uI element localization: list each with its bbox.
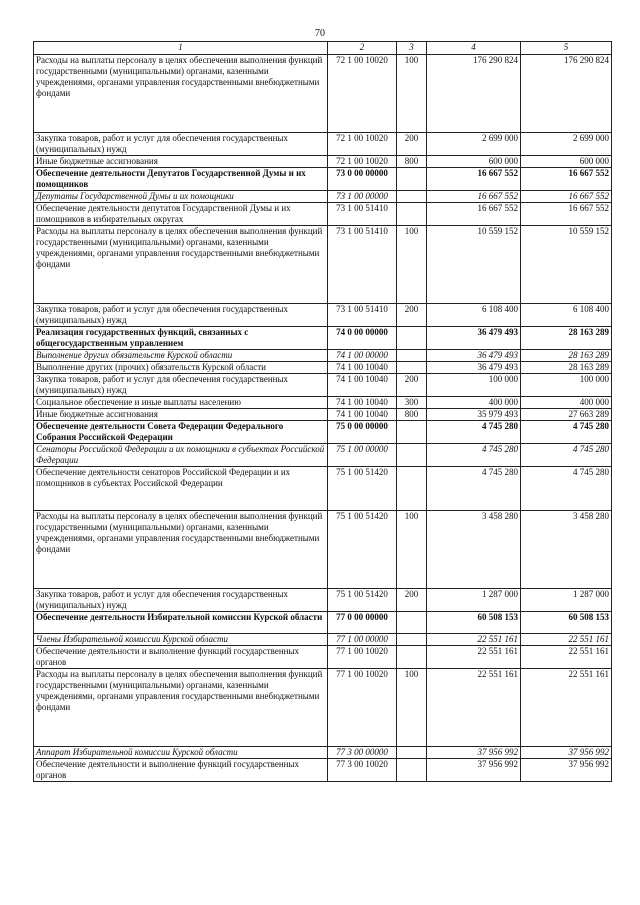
row-code-cell: 74 1 00 10040 bbox=[328, 362, 397, 374]
row-expense-type-cell: 800 bbox=[397, 156, 427, 168]
row-code-cell: 75 1 00 51420 bbox=[328, 589, 397, 612]
row-value-2020-cell: 28 163 289 bbox=[521, 362, 612, 374]
column-number-row bbox=[34, 42, 612, 55]
row-code-cell: 72 1 00 10020 bbox=[328, 156, 397, 168]
table-row bbox=[34, 362, 612, 374]
row-value-2019-cell: 35 979 493 bbox=[427, 409, 521, 421]
table-row bbox=[34, 203, 612, 226]
row-name-cell: Реализация государственных функций, связанных с общегосударственным управлением bbox=[34, 327, 328, 350]
row-value-2019-cell: 400 000 bbox=[427, 397, 521, 409]
row-code-cell: 74 1 00 10040 bbox=[328, 374, 397, 397]
row-name-cell: Обеспечение деятельности и выполнение функций государственных органов bbox=[34, 646, 328, 669]
row-code-cell: 73 1 00 00000 bbox=[328, 191, 397, 203]
row-expense-type-cell bbox=[397, 327, 427, 350]
row-code-cell: 75 0 00 00000 bbox=[328, 421, 397, 444]
row-expense-type-cell: 100 bbox=[397, 226, 427, 304]
table-row bbox=[34, 759, 612, 782]
row-value-2020-cell: 2 699 000 bbox=[521, 133, 612, 156]
row-value-2020-cell: 6 108 400 bbox=[521, 304, 612, 327]
row-code-cell: 77 1 00 10020 bbox=[328, 669, 397, 747]
row-expense-type-cell bbox=[397, 421, 427, 444]
row-value-2020-cell: 4 745 280 bbox=[521, 444, 612, 467]
row-expense-type-cell bbox=[397, 634, 427, 646]
table-row bbox=[34, 612, 612, 634]
table-row bbox=[34, 156, 612, 168]
table-body bbox=[34, 55, 612, 782]
row-name-cell: Иные бюджетные ассигнования bbox=[34, 409, 328, 421]
row-value-2020-cell: 176 290 824 bbox=[521, 55, 612, 133]
row-value-2020-cell: 22 551 161 bbox=[521, 669, 612, 747]
row-value-2019-cell: 4 745 280 bbox=[427, 467, 521, 511]
row-value-2020-cell: 600 000 bbox=[521, 156, 612, 168]
row-name-cell: Иные бюджетные ассигнования bbox=[34, 156, 328, 168]
row-name-cell: Закупка товаров, работ и услуг для обеспечения государственных (муниципальных) нужд bbox=[34, 589, 328, 612]
row-code-cell: 73 1 00 51410 bbox=[328, 226, 397, 304]
row-expense-type-cell bbox=[397, 646, 427, 669]
row-code-cell: 72 1 00 10020 bbox=[328, 55, 397, 133]
row-code-cell: 75 1 00 00000 bbox=[328, 444, 397, 467]
row-value-2020-cell: 16 667 552 bbox=[521, 168, 612, 191]
row-name-cell: Обеспечение деятельности Избирательной комиссии Курской области bbox=[34, 612, 328, 634]
row-name-cell: Закупка товаров, работ и услуг для обеспечения государственных (муниципальных) нужд bbox=[34, 374, 328, 397]
row-value-2019-cell: 16 667 552 bbox=[427, 191, 521, 203]
row-value-2020-cell: 37 956 992 bbox=[521, 747, 612, 759]
row-expense-type-cell bbox=[397, 612, 427, 634]
row-expense-type-cell bbox=[397, 362, 427, 374]
table-row bbox=[34, 444, 612, 467]
row-name-cell: Обеспечение деятельности и выполнение функций государственных органов bbox=[34, 759, 328, 782]
row-name-cell: Депутаты Государственной Думы и их помощники bbox=[34, 191, 328, 203]
row-name-cell: Расходы на выплаты персоналу в целях обеспечения выполнения функций государственными (муниципальными) органами, казенными учреждениями, органами управления государственными внебюджетными фондами bbox=[34, 511, 328, 589]
row-expense-type-cell: 200 bbox=[397, 133, 427, 156]
row-expense-type-cell bbox=[397, 747, 427, 759]
row-value-2020-cell: 28 163 289 bbox=[521, 350, 612, 362]
row-expense-type-cell: 800 bbox=[397, 409, 427, 421]
row-value-2019-cell: 600 000 bbox=[427, 156, 521, 168]
row-name-cell: Обеспечение деятельности сенаторов Российской Федерации и их помощников в субъектах Российской Федерации bbox=[34, 467, 328, 511]
row-code-cell: 75 1 00 51420 bbox=[328, 467, 397, 511]
row-expense-type-cell bbox=[397, 350, 427, 362]
row-value-2019-cell: 100 000 bbox=[427, 374, 521, 397]
table-row bbox=[34, 226, 612, 304]
row-name-cell: Сенаторы Российской Федерации и их помощники в субъектах Российской Федерации bbox=[34, 444, 328, 467]
row-value-2019-cell: 37 956 992 bbox=[427, 747, 521, 759]
row-code-cell: 73 1 00 51410 bbox=[328, 203, 397, 226]
row-name-cell: Выполнение других обязательств Курской области bbox=[34, 350, 328, 362]
row-value-2020-cell: 10 559 152 bbox=[521, 226, 612, 304]
row-value-2020-cell: 100 000 bbox=[521, 374, 612, 397]
row-value-2019-cell: 36 479 493 bbox=[427, 362, 521, 374]
row-value-2019-cell: 16 667 552 bbox=[427, 168, 521, 191]
row-code-cell: 77 1 00 10020 bbox=[328, 646, 397, 669]
row-value-2019-cell: 4 745 280 bbox=[427, 444, 521, 467]
row-name-cell: Социальное обеспечение и иные выплаты населению bbox=[34, 397, 328, 409]
row-name-cell: Обеспечение деятельности Совета Федерации Федерального Собрания Российской Федерации bbox=[34, 421, 328, 444]
row-expense-type-cell: 300 bbox=[397, 397, 427, 409]
row-name-cell: Аппарат Избирательной комиссии Курской области bbox=[34, 747, 328, 759]
row-value-2020-cell: 27 663 289 bbox=[521, 409, 612, 421]
column-header: 1 bbox=[34, 42, 328, 55]
table-row bbox=[34, 168, 612, 191]
row-expense-type-cell bbox=[397, 203, 427, 226]
table-row bbox=[34, 350, 612, 362]
row-expense-type-cell bbox=[397, 467, 427, 511]
budget-table bbox=[33, 41, 612, 782]
row-value-2020-cell: 37 956 992 bbox=[521, 759, 612, 782]
table-row bbox=[34, 397, 612, 409]
row-code-cell: 74 1 00 10040 bbox=[328, 397, 397, 409]
row-name-cell: Обеспечение деятельности депутатов Государственной Думы и их помощников в избирательных округах bbox=[34, 203, 328, 226]
table-row bbox=[34, 421, 612, 444]
row-value-2020-cell: 28 163 289 bbox=[521, 327, 612, 350]
table-row bbox=[34, 669, 612, 747]
table-row bbox=[34, 467, 612, 511]
row-value-2019-cell: 2 699 000 bbox=[427, 133, 521, 156]
row-code-cell: 75 1 00 51420 bbox=[328, 511, 397, 589]
table-row bbox=[34, 634, 612, 646]
row-value-2020-cell: 60 508 153 bbox=[521, 612, 612, 634]
table-row bbox=[34, 409, 612, 421]
row-code-cell: 73 0 00 00000 bbox=[328, 168, 397, 191]
row-code-cell: 74 1 00 00000 bbox=[328, 350, 397, 362]
page-number: 70 bbox=[315, 28, 325, 39]
table-row bbox=[34, 55, 612, 133]
row-expense-type-cell: 100 bbox=[397, 511, 427, 589]
row-value-2019-cell: 22 551 161 bbox=[427, 646, 521, 669]
row-value-2019-cell: 22 551 161 bbox=[427, 634, 521, 646]
row-expense-type-cell: 200 bbox=[397, 589, 427, 612]
row-value-2019-cell: 176 290 824 bbox=[427, 55, 521, 133]
row-name-cell: Обеспечение деятельности Депутатов Государственной Думы и их помощников bbox=[34, 168, 328, 191]
row-name-cell: Закупка товаров, работ и услуг для обеспечения государственных (муниципальных) нужд bbox=[34, 133, 328, 156]
row-value-2020-cell: 3 458 280 bbox=[521, 511, 612, 589]
table-row bbox=[34, 589, 612, 612]
table-row bbox=[34, 133, 612, 156]
row-code-cell: 74 0 00 00000 bbox=[328, 327, 397, 350]
row-name-cell: Выполнение других (прочих) обязательств Курской области bbox=[34, 362, 328, 374]
row-code-cell: 72 1 00 10020 bbox=[328, 133, 397, 156]
column-header: 3 bbox=[397, 42, 427, 55]
row-value-2019-cell: 3 458 280 bbox=[427, 511, 521, 589]
row-name-cell: Расходы на выплаты персоналу в целях обеспечения выполнения функций государственными (муниципальными) органами, казенными учреждениями, органами управления государственными внебюджетными фондами bbox=[34, 226, 328, 304]
row-expense-type-cell: 100 bbox=[397, 55, 427, 133]
row-code-cell: 77 3 00 00000 bbox=[328, 747, 397, 759]
row-code-cell: 77 3 00 10020 bbox=[328, 759, 397, 782]
table-row bbox=[34, 747, 612, 759]
row-code-cell: 73 1 00 51410 bbox=[328, 304, 397, 327]
row-code-cell: 77 0 00 00000 bbox=[328, 612, 397, 634]
table-row bbox=[34, 327, 612, 350]
row-code-cell: 77 1 00 00000 bbox=[328, 634, 397, 646]
row-expense-type-cell: 100 bbox=[397, 669, 427, 747]
table-row bbox=[34, 304, 612, 327]
row-expense-type-cell bbox=[397, 759, 427, 782]
row-value-2020-cell: 1 287 000 bbox=[521, 589, 612, 612]
row-name-cell: Члены Избирательной комиссии Курской области bbox=[34, 634, 328, 646]
row-value-2020-cell: 4 745 280 bbox=[521, 421, 612, 444]
table-row bbox=[34, 646, 612, 669]
row-value-2020-cell: 400 000 bbox=[521, 397, 612, 409]
row-expense-type-cell: 200 bbox=[397, 304, 427, 327]
row-value-2019-cell: 16 667 552 bbox=[427, 203, 521, 226]
row-expense-type-cell bbox=[397, 191, 427, 203]
row-value-2020-cell: 16 667 552 bbox=[521, 191, 612, 203]
row-value-2019-cell: 36 479 493 bbox=[427, 327, 521, 350]
row-value-2019-cell: 1 287 000 bbox=[427, 589, 521, 612]
row-value-2019-cell: 4 745 280 bbox=[427, 421, 521, 444]
row-value-2020-cell: 22 551 161 bbox=[521, 634, 612, 646]
column-header: 4 bbox=[427, 42, 521, 55]
row-code-cell: 74 1 00 10040 bbox=[328, 409, 397, 421]
row-name-cell: Расходы на выплаты персоналу в целях обеспечения выполнения функций государственными (муниципальными) органами, казенными учреждениями, органами управления государственными внебюджетными фондами bbox=[34, 55, 328, 133]
row-value-2019-cell: 60 508 153 bbox=[427, 612, 521, 634]
table-row bbox=[34, 374, 612, 397]
row-name-cell: Закупка товаров, работ и услуг для обеспечения государственных (муниципальных) нужд bbox=[34, 304, 328, 327]
row-expense-type-cell bbox=[397, 444, 427, 467]
row-value-2020-cell: 16 667 552 bbox=[521, 203, 612, 226]
row-value-2019-cell: 10 559 152 bbox=[427, 226, 521, 304]
row-value-2019-cell: 36 479 493 bbox=[427, 350, 521, 362]
table-row bbox=[34, 191, 612, 203]
row-value-2019-cell: 22 551 161 bbox=[427, 669, 521, 747]
row-expense-type-cell: 200 bbox=[397, 374, 427, 397]
row-expense-type-cell bbox=[397, 168, 427, 191]
row-value-2020-cell: 22 551 161 bbox=[521, 646, 612, 669]
row-name-cell: Расходы на выплаты персоналу в целях обеспечения выполнения функций государственными (муниципальными) органами, казенными учреждениями, органами управления государственными внебюджетными фондами bbox=[34, 669, 328, 747]
row-value-2020-cell: 4 745 280 bbox=[521, 467, 612, 511]
column-header: 2 bbox=[328, 42, 397, 55]
table-row bbox=[34, 511, 612, 589]
row-value-2019-cell: 6 108 400 bbox=[427, 304, 521, 327]
column-header: 5 bbox=[521, 42, 612, 55]
row-value-2019-cell: 37 956 992 bbox=[427, 759, 521, 782]
